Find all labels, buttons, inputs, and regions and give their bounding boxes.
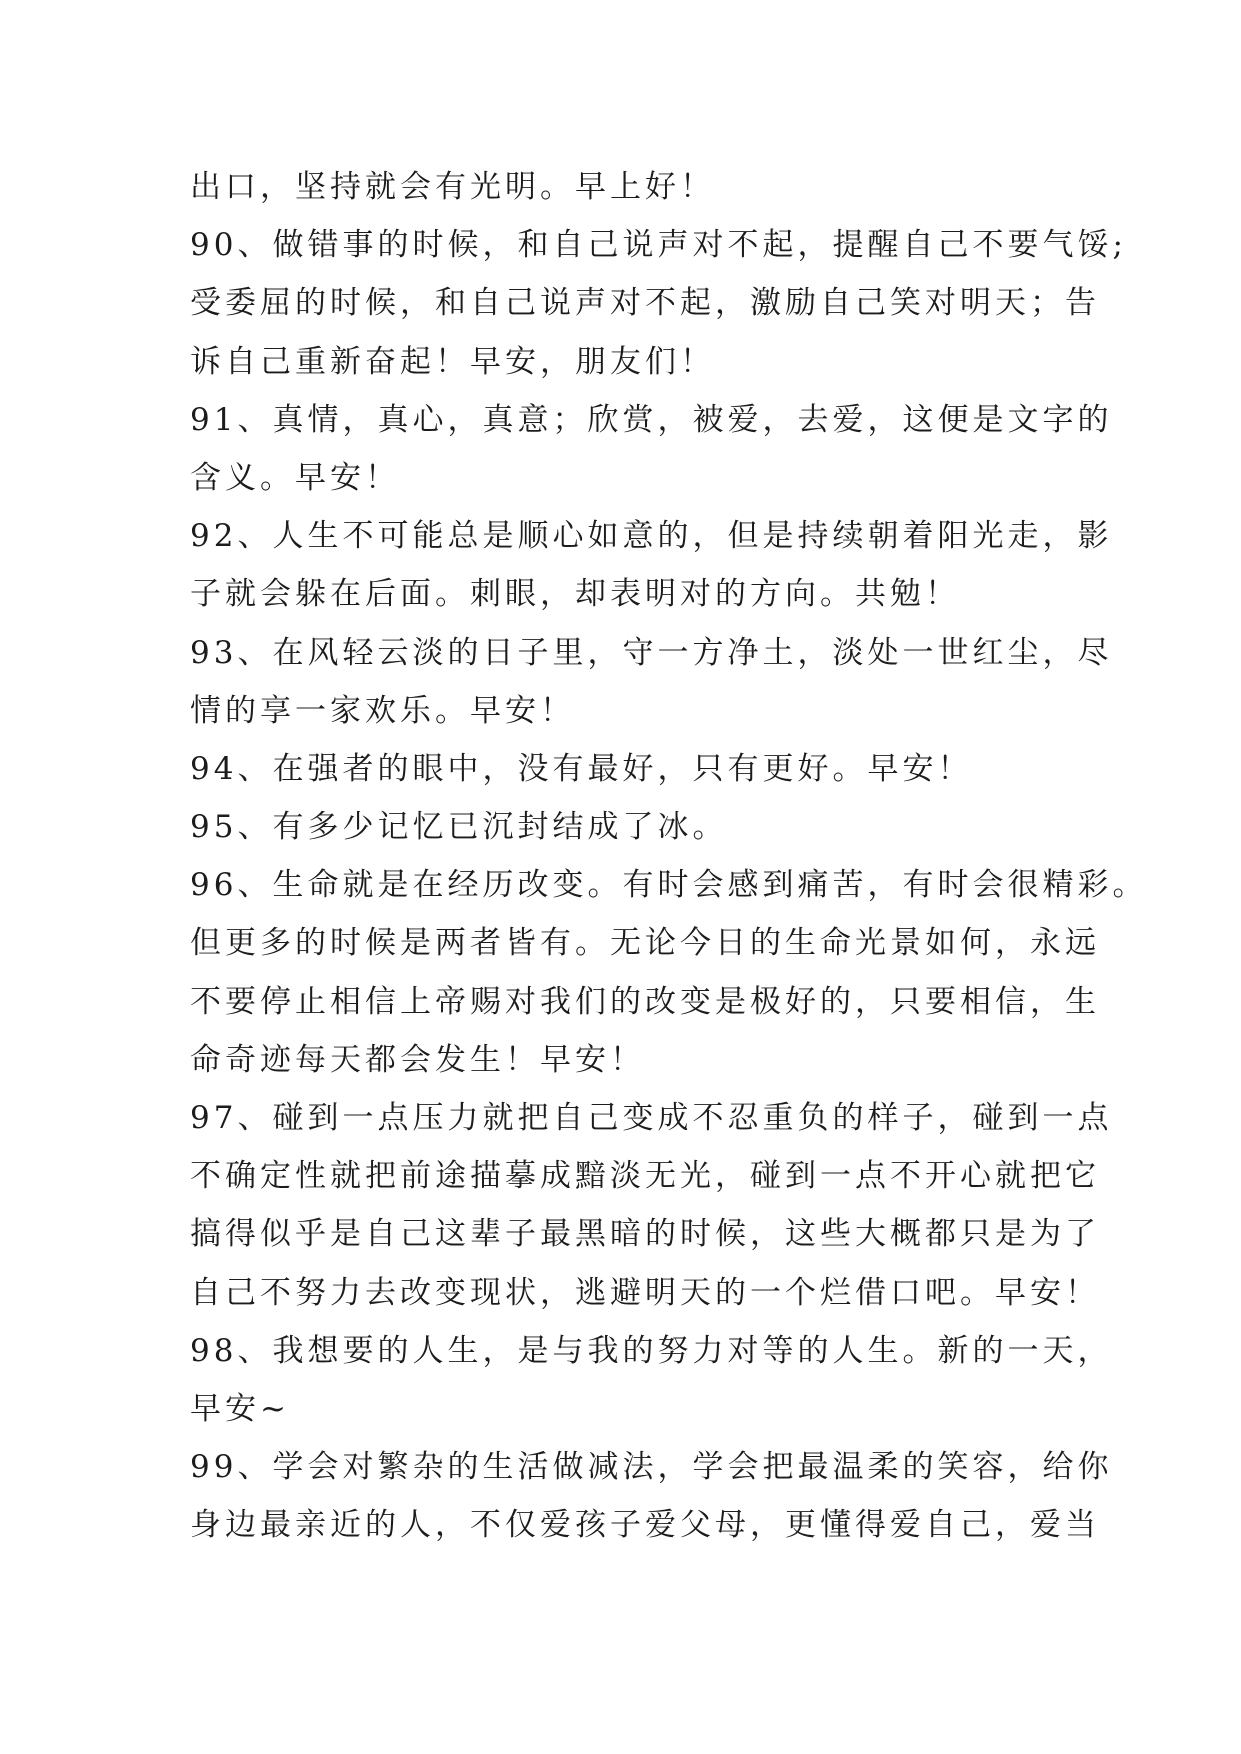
text-line: 94、在强者的眼中，没有最好，只有更好。早安！ xyxy=(190,750,973,787)
text-line: 98、我想要的人生，是与我的努力对等的人生。新的一天， xyxy=(190,1332,1113,1369)
text-line: 不确定性就把前途描摹成黯淡无光，碰到一点不开心就把它 xyxy=(190,1158,1100,1195)
text-line: 91、真情，真心，真意；欣赏，被爱，去爱，这便是文字的 xyxy=(190,401,1113,438)
text-line: 含义。早安！ xyxy=(190,459,400,496)
text-line: 92、人生不可能总是顺心如意的，但是持续朝着阳光走，影 xyxy=(190,518,1113,555)
text-line: 命奇迹每天都会发生！早安！ xyxy=(190,1041,645,1078)
text-line: 情的享一家欢乐。早安！ xyxy=(190,692,575,729)
text-line: 90、做错事的时候，和自己说声对不起，提醒自己不要气馁; xyxy=(190,227,1127,264)
text-line: 诉自己重新奋起！早安，朋友们！ xyxy=(190,343,715,380)
text-line: 自己不努力去改变现状，逃避明天的一个烂借口吧。早安！ xyxy=(190,1274,1100,1311)
text-line: 搞得似乎是自己这辈子最黑暗的时候，这些大概都只是为了 xyxy=(190,1216,1100,1253)
text-line: 出口，坚持就会有光明。早上好！ xyxy=(190,169,715,205)
text-line: 子就会躲在后面。刺眼，却表明对的方向。共勉！ xyxy=(190,576,960,613)
text-line: 93、在风轻云淡的日子里，守一方净土，淡处一世红尘，尽 xyxy=(190,634,1113,671)
text-line: 99、学会对繁杂的生活做减法，学会把最温柔的笑容，给你 xyxy=(190,1449,1113,1486)
text-line: 95、有多少记忆已沉封结成了冰。 xyxy=(190,809,728,846)
document-body xyxy=(190,158,1148,1555)
text-line: 但更多的时候是两者皆有。无论今日的生命光景如何，永远 xyxy=(190,925,1100,962)
text-line: 不要停止相信上帝赐对我们的改变是极好的，只要相信，生 xyxy=(190,983,1100,1020)
text-line: 早安~ xyxy=(190,1390,290,1427)
text-line: 受委屈的时候，和自己说声对不起，激励自己笑对明天；告 xyxy=(190,285,1100,322)
text-line: 96、生命就是在经历改变。有时会感到痛苦，有时会很精彩。 xyxy=(190,867,1148,904)
text-line: 身边最亲近的人，不仅爱孩子爱父母，更懂得爱自己，爱当 xyxy=(190,1507,1100,1544)
text-line: 97、碰到一点压力就把自己变成不忍重负的样子，碰到一点 xyxy=(190,1100,1113,1136)
